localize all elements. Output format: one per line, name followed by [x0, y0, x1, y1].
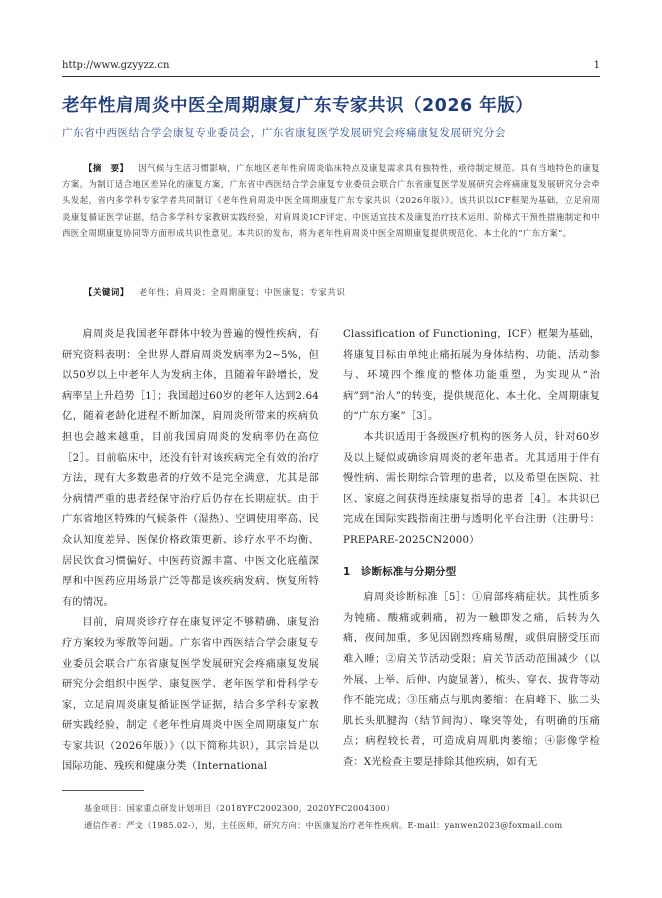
- abstract-label: 【摘 要】: [84, 163, 129, 173]
- article-title: 老年性肩周炎中医全周期康复广东专家共识（2026 年版）: [62, 96, 534, 116]
- body-right-column: [343, 325, 600, 773]
- body-paragraph: 肩周炎诊断标准［5］：①肩部疼痛症状。其性质多为钝痛、酸痛或刺痛，初为一触即发之痛，后转为久痛，夜间加重，多见因剧烈疼痛易醒，或俱肩膀受压而难入睡；②肩关节活动受限；肩关节活动范围减少（以外展、上举、后伸、内旋显著），梳头、穿衣、拔背等动作不能完成；③压痛点与肌肉萎缩：在肩峰下、肱二头肌长头肌腱沟（结节间沟）、喙突等处，有明确的压痛点；病程较长者，可造成肩周肌肉萎缩；④影像学检查：X光检查主要是排除其他疾病，如有无: [343, 592, 600, 768]
- abstract-block: [62, 160, 600, 241]
- footnote-divider: [62, 790, 144, 791]
- abstract-text: 因气候与生活习惯影响，广东地区老年性肩周炎临床特点及康复需求具有独特性，亟待制定规范、具有当地特色的康复方案。为制订适合地区差异化的康复方案，广东省中西医结合学会康复专业委员会联合广东省康复医学发展研究会疼痛康复发展研究分会牵头发起，省内多学科专家学者共同制订《老年性肩周炎中医全周期康复广东专家共识（2026年版）》。该共识以ICF框架为基础，立足肩周炎康复循证医学证据，结合多学科专家教研实践经验，对肩周炎ICF评定、中医适宜技术及康复治疗技术运用、阶梯式干预性措施制定和中西医全周期康复协同等方面形成共识性意见。本共识的发布，将为老年性肩周炎中医全周期康复提供规范化、本土化的“广东方案”。: [62, 163, 601, 238]
- keywords-label: 【关键词】: [84, 287, 129, 297]
- page-header: [62, 58, 600, 77]
- body-left-column: [62, 325, 319, 778]
- journal-url[interactable]: http://www.gzyyzz.cn: [62, 60, 170, 71]
- body-paragraph: 本共识适用于各级医疗机构的医务人员，针对60岁及以上疑似或确诊肩周炎的老年患者。尤其适用于伴有慢性病、需长期综合管理的患者，以及希望在医院、社区、家庭之间获得连续康复指导的患者［4］。本共识已完成在国际实践指南注册与透明化平台注册（注册号：PREPARE-2025CN2000）: [343, 431, 600, 546]
- body-paragraph: 肩周炎是我国老年群体中较为普遍的慢性疾病，有研究资料表明：全世界人群肩周炎发病率为2~5%，但以50岁以上中老年人为发病主体，且随着年龄增长，发病率呈上升趋势［1］；我国超过60岁的老年人达到2.64亿，随着老龄化进程不断加深，肩周炎所带来的疾病负担也会越来越重，目前我国肩周炎的发病率仍在高位［2］。目前临床中，还没有针对该疾病完全有效的治疗方法，现有大多数患者的疗效不是完全满意，尤其是部分病情严重的患者经保守治疗后仍存在长期症状。由于广东省地区特殊的气候条件（湿热）、空调使用率高、民众认知度差异、医保价格政策更新、诊疗水平不均衡、居民饮食习惯偏好、中医药资源丰富、中医文化底蕴深厚和中医药应用场景广泛等都是该疾病发病、恢复所特有的情况。: [62, 329, 319, 608]
- section-heading: 1 诊断标准与分期分型: [343, 565, 457, 578]
- abstract-paragraph: [62, 160, 600, 241]
- body-paragraph: Classification of Functioning，ICF）框架为基础，将康复目标由单纯止痛拓展为身体结构、功能、活动参与、环境四个维度的整体功能重塑，为实现从“治病”到“治人”的转变，提供规范化、本土化、全周期康复的“广东方案”［3］。: [343, 329, 600, 423]
- keywords-block: [84, 286, 600, 298]
- article-authors: 广东省中西医结合学会康复专业委员会，广东省康复医学发展研究会疼痛康复发展研究分会: [62, 127, 506, 139]
- funding-footnote: 基金项目：国家重点研发计划项目（2018YFC2002300，2020YFC2004300）: [84, 803, 395, 813]
- body-paragraph: 目前，肩周炎诊疗存在康复评定不够精确、康复治疗方案较为零散等问题。广东省中西医结合学会康复专业委员会联合广东省康复医学发展研究会疼痛康复发展研究分会组织中医学、康复医学、老年医学和骨科学专家，立足肩周炎康复循证医学证据，结合多学科专家教研实践经验，制定《老年性肩周炎中医全周期康复广东专家共识（2026年版）》（以下简称共识），其宗旨是以国际功能、残疾和健康分类（International: [62, 617, 319, 773]
- footnotes: [62, 800, 600, 834]
- keywords-text: 老年性；肩周炎；全周期康复；中医康复；专家共识: [138, 287, 346, 297]
- author-footnote: 通信作者：严文（1985.02-），男，主任医师，研究方向：中医康复治疗老年性疾病。E-mail：yanwen2023@foxmail.com: [84, 820, 563, 830]
- page-number: 1: [593, 60, 600, 71]
